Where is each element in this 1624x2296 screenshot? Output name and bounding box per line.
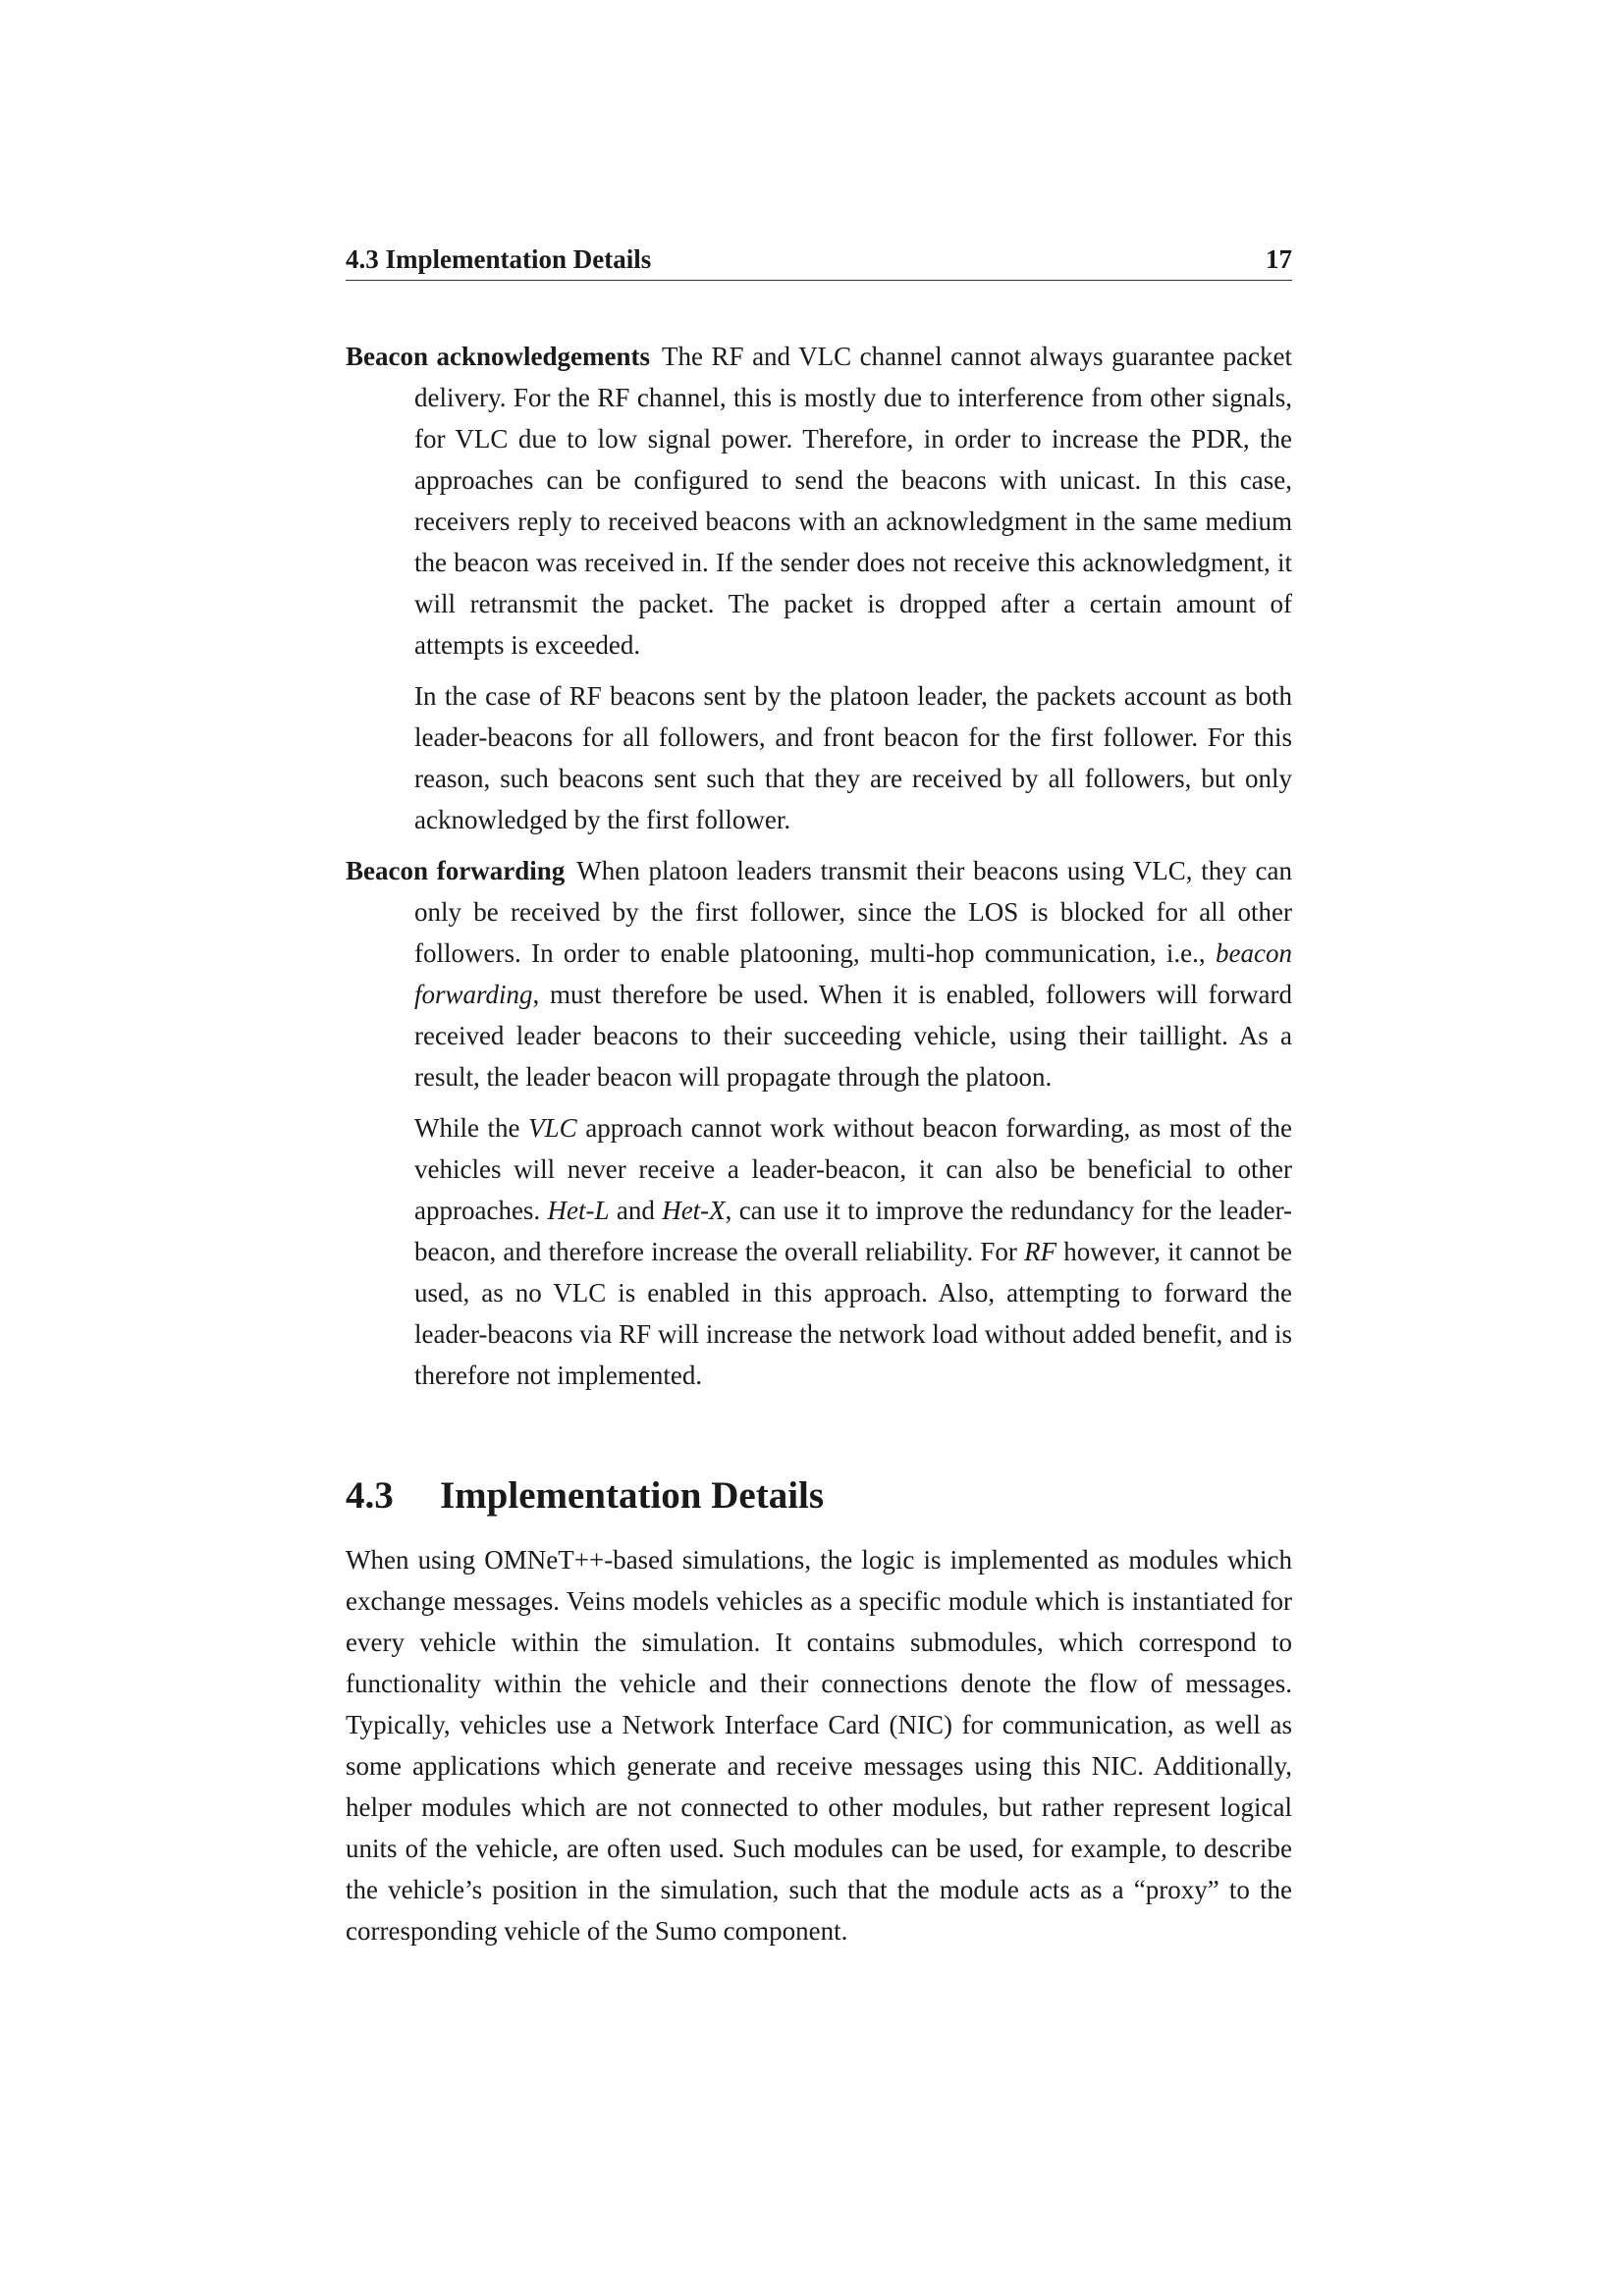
paragraph <box>346 336 1292 666</box>
emphasis: beacon forwarding <box>414 938 1292 1009</box>
description-term: Beacon acknowledgements <box>346 342 651 371</box>
paragraph: In the case of RF beacons sent by the platoon leader, the packets account as both leader-beacons for all followers, and front beacon for the first follower. For this reason, such beacons sent such that they are received by all followers, but only acknowledged by the first follower. <box>414 681 1292 834</box>
section-heading <box>346 1472 1292 1520</box>
paragraph-text: , can use it to improve the redundancy for the leader-beacon, and therefore increase the overall reliability. For <box>414 1196 1293 1266</box>
description-term: Beacon forwarding <box>346 856 566 885</box>
paragraph <box>346 1107 1292 1396</box>
description-list <box>346 336 1292 1396</box>
emphasis: Het-X <box>662 1196 726 1225</box>
page-number: 17 <box>1266 244 1292 274</box>
emphasis: RF <box>1024 1237 1057 1266</box>
paragraph-text: however, it cannot be used, as no VLC is enabled in this approach. Also, attempting to forward the leader-beacons via RF will increase the network load without added benefit, and is therefore not implemented. <box>414 1237 1292 1390</box>
running-header <box>346 243 1292 281</box>
header-section-title: 4.3 Implementation Details <box>346 244 652 274</box>
paragraph-text: The RF and VLC channel cannot always guarantee packet delivery. For the RF channel, this is mostly due to interference from other signals, for VLC due to low signal power. Therefore, in order to increase the PDR, the approaches can be configured to send the beacons with unicast. In this case, receivers reply to received beacons with an acknowledgment in the same medium the beacon was received in. If the sender does not receive this acknowledgment, it will retransmit the packet. The packet is dropped after a certain amount of attempts is exceeded. <box>414 342 1293 660</box>
description-item-beacon-acknowledgements <box>346 336 1292 840</box>
paragraph-text: While the <box>414 1113 529 1143</box>
body-paragraph: When using OMNeT++-based simulations, the logic is implemented as modules which exchange messages. Veins models vehicles as a specific module which is instantiated for every vehicle within the simulation. It contains submodules, which correspond to functionality within the vehicle and their connections denote the flow of messages. Typically, vehicles use a Network Interface Card (NIC) for communication, as well as some applications which generate and receive messages using this NIC. Additionally, helper modules which are not connected to other modules, but rather represent logical units of the vehicle, are often used. Such modules can be used, for example, to describe the vehicle’s position in the simulation, such that the module acts as a “proxy” to the corresponding vehicle of the Sumo component. <box>346 1545 1292 1946</box>
paragraph-text: When platoon leaders transmit their beacons using VLC, they can only be received by the first follower, since the LOS is blocked for all other followers. In order to enable platooning, multi-hop communication, i.e., <box>414 856 1292 968</box>
emphasis: Het-L <box>547 1196 610 1225</box>
description-item-beacon-forwarding <box>346 850 1292 1396</box>
paragraph-text: approach cannot work without beacon forwarding, as most of the vehicles will never receive a leader-beacon, it can also be beneficial to other approaches. <box>414 1113 1292 1225</box>
paragraph-text: and <box>609 1196 663 1225</box>
paragraph <box>346 850 1292 1097</box>
emphasis: VLC <box>528 1113 577 1143</box>
page <box>346 243 1292 1951</box>
section-number: 4.3 <box>346 1474 394 1517</box>
section-title: Implementation Details <box>440 1474 825 1517</box>
paragraph-text: , must therefore be used. When it is enabled, followers will forward received leader beacons to their succeeding vehicle, using their taillight. As a result, the leader beacon will propagate through the platoon. <box>414 980 1292 1092</box>
